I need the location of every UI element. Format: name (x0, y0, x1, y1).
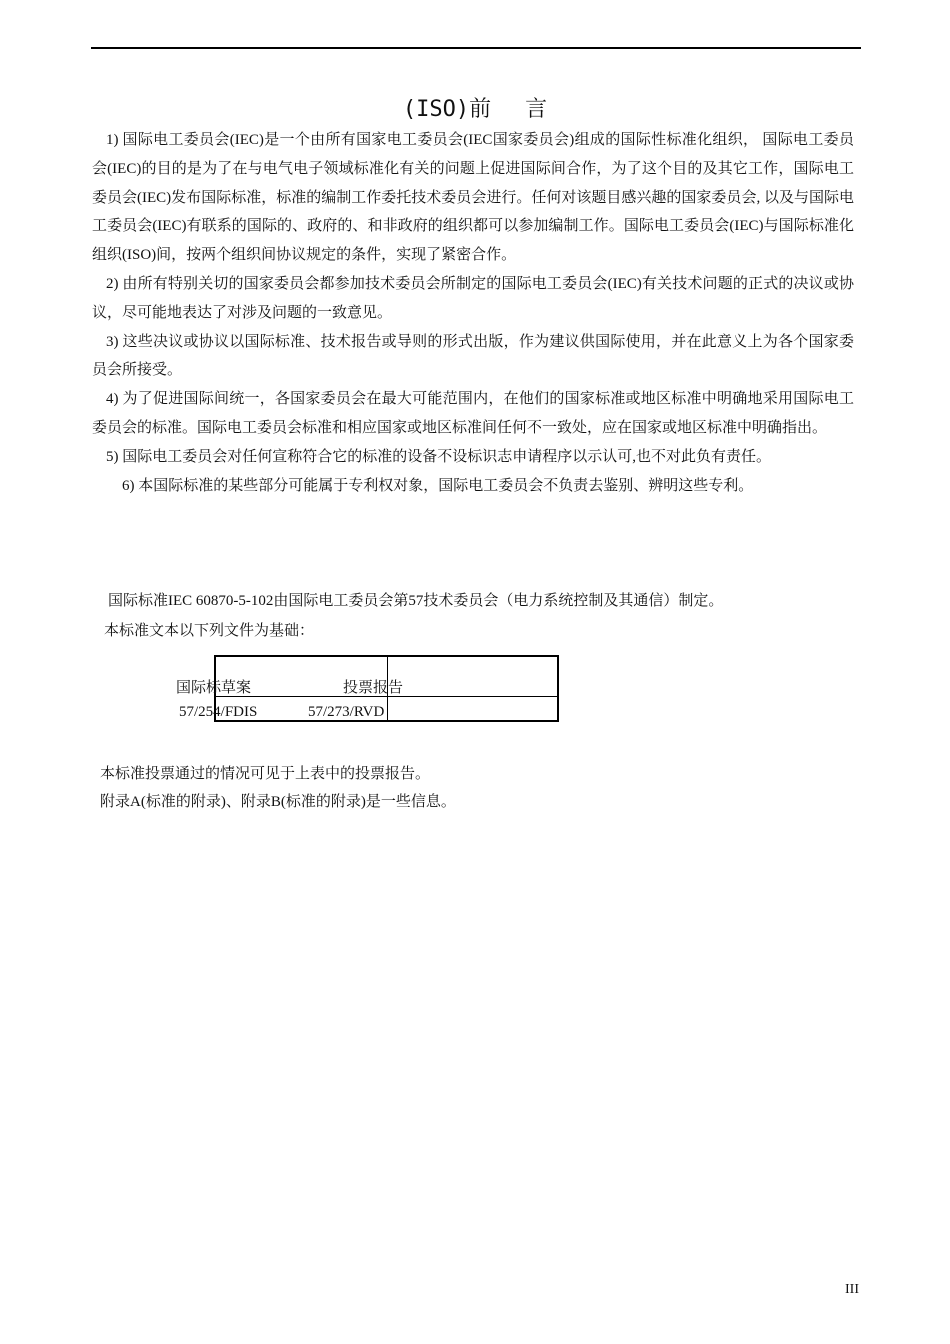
paragraph-3: 3) 这些决议或协议以国际标准、技术报告或导则的形式出版，作为建议供国际使用，并在此意义上为各个国家委员会所接受。 (92, 333, 854, 379)
table-header-vote: 投票报告 (343, 680, 404, 696)
paragraph-2: 2) 由所有特别关切的国家委员会都参加技术委员会所制定的国际电工委员会(IEC)有关技术问题的正式的决议或协议，尽可能地表达了对涉及问题的一致意见。 (92, 275, 854, 321)
paragraph-4: 4) 为了促进国际间统一，各国家委员会在最大可能范围内，在他们的国家标准或地区标准中明确地采用国际电工委员会的标准。国际电工委员会标准和相应国家或地区标准间任何不一致处，应在国家或地区标准中明确指出。 (92, 391, 854, 436)
table-cell-draft: 57/254/FDIS (179, 704, 258, 720)
foreword-body (92, 126, 854, 500)
paragraph-1: 1) 国际电工委员会(IEC)是一个由所有国家电工委员会(IEC国家委员会)组成的国际性标准化组织， 国际电工委员会(IEC)的目的是为了在与电气电子领域标准化有关的问题上促进国际间合作，为了这个目的及其它工作，国际电工委员会(IEC)发布国际标准，标准的编制工作委托技术委员会进行。任何对该题目感兴趣的国家委员会, 以及与国际电工委员会(IEC)有联系的国际的、政府的、和非政府的组织都可以参加编制工作。国际电工委员会(IEC)与国际标准化组织(ISO)间，按两个组织间协议规定的条件，实现了紧密合作。 (92, 132, 854, 264)
basis-statement: 本标准文本以下列文件为基础： (104, 623, 315, 639)
table-header-draft: 国际标草案 (176, 680, 252, 696)
standard-statement: 国际标准IEC 60870-5-102由国际电工委员会第57技术委员会（电力系统控制及其通信）制定。 (108, 593, 724, 609)
header-rule (91, 47, 861, 49)
table-cell-vote: 57/273/RVD (308, 704, 385, 720)
paragraph-6: 6) 本国际标准的某些部分可能属于专利权对象，国际电工委员会不负责去鉴别、辨明这些专利。 (122, 477, 754, 494)
title-prefix: (ISO)前 (402, 97, 492, 122)
page-number: III (845, 1282, 859, 1297)
paragraph-5: 5) 国际电工委员会对任何宣称符合它的标准的设备不设标识志申请程序以示认可,也不对此负有责任。 (106, 448, 771, 465)
title-suffix: 言 (525, 97, 548, 122)
annex-note: 附录A(标准的附录)、附录B(标准的附录)是一些信息。 (100, 794, 456, 810)
vote-note: 本标准投票通过的情况可见于上表中的投票报告。 (100, 766, 431, 782)
page-title (0, 92, 950, 123)
